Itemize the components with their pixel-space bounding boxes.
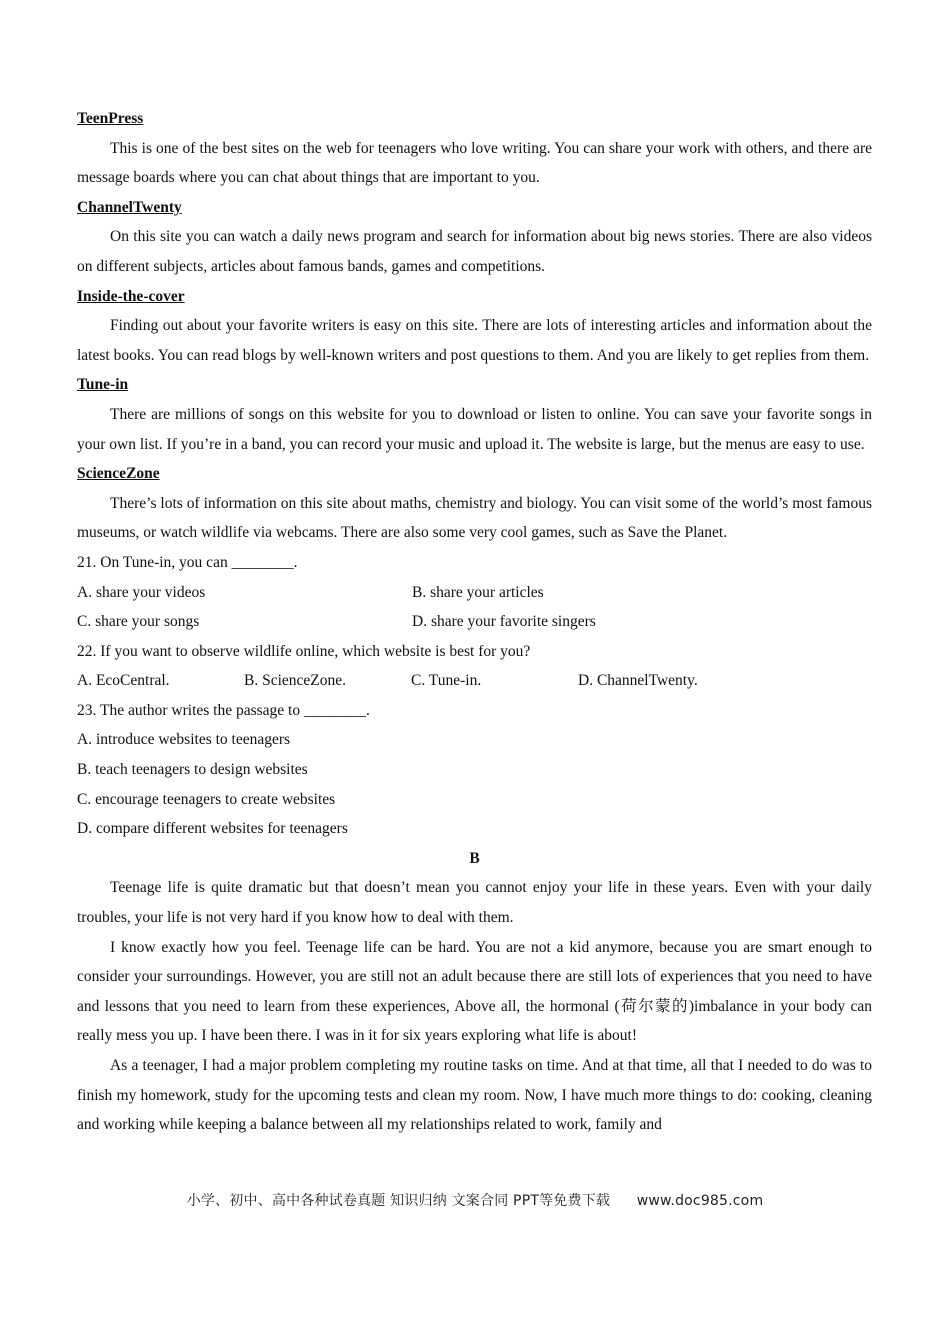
document-page <box>77 104 872 1140</box>
question-23-option-d: D. compare different websites for teenagers <box>77 820 348 838</box>
question-23-option-b: B. teach teenagers to design websites <box>77 761 308 779</box>
site-description-inside-the-cover: Finding out about your favorite writers is easy on this site. There are lots of interesting articles and information about the latest books. You can read blogs by well-known writers and post questions to them. And you are likely to get replies from them. <box>77 317 872 364</box>
question-22-option-b: B. ScienceZone. <box>244 672 347 690</box>
site-title-teenpress: TeenPress <box>77 110 144 127</box>
section-heading-b: B <box>469 849 480 867</box>
question-22-option-a: A. EcoCentral. <box>77 672 170 690</box>
question-21-stem: 21. On Tune-in, you can ________. <box>77 553 298 571</box>
passage-b-paragraph-3: As a teenager, I had a major problem completing my routine tasks on time. And at that time, all that I needed to do was to finish my homework, study for the upcoming tests and clean my room. Now, I have much more things to do: cooking, cleaning and working while keeping a balance between all my relationships related to work, family and <box>77 1057 872 1134</box>
question-21-options-row-1 <box>77 578 872 608</box>
site-title-sciencezone: ScienceZone <box>77 465 160 483</box>
question-21-option-a: A. share your videos <box>77 583 206 601</box>
question-21-options-row-2 <box>77 607 872 637</box>
site-title-channeltwenty: ChannelTwenty <box>77 198 182 216</box>
question-22-options <box>77 666 872 696</box>
site-title-tune-in: Tune-in <box>77 376 129 394</box>
passage-b-paragraph-1: Teenage life is quite dramatic but that doesn’t mean you cannot enjoy your life in these years. Even with your daily troubles, your life is not very hard if you know how to deal with them. <box>77 879 872 927</box>
site-description-sciencezone: There’s lots of information on this site about maths, chemistry and biology. You can visit some of the world’s most famous museums, or watch wildlife via webcams. There are also some very cool games, such as Save the Planet. <box>77 494 872 542</box>
site-title-inside-the-cover: Inside-the-cover <box>77 287 185 305</box>
footer-url: www.doc985.com <box>636 1193 764 1209</box>
question-22-stem: 22. If you want to observe wildlife online, which website is best for you? <box>77 642 531 660</box>
question-22-option-c: C. Tune-in. <box>411 672 482 690</box>
site-description-tune-in: There are millions of songs on this website for you to download or listen to online. You can save your favorite songs in your own list. If you’re in a band, you can record your music and upload it. The website is large, but the menus are easy to use. <box>77 405 872 453</box>
footer-text: 小学、初中、高中各种试卷真题 知识归纳 文案合同 PPT等免费下载 <box>186 1193 611 1209</box>
question-23-option-a: A. introduce websites to teenagers <box>77 731 291 749</box>
page-footer <box>0 1190 950 1210</box>
passage-b-paragraph-2: I know exactly how you feel. Teenage life can be hard. You are not a kid anymore, because you are smart enough to consider your surroundings. However, you are still not an adult because there are still lots of experiences that you need to have and lessons that you need to learn from these experiences, Above all, the hormonal (荷尔蒙的)imbalance in your body can really mess you up. I have been there. I was in it for six years exploring what life is about! <box>77 938 872 1045</box>
question-23-stem: 23. The author writes the passage to ________. <box>77 701 370 719</box>
question-21-option-b: B. share your articles <box>412 583 544 601</box>
question-23-option-c: C. encourage teenagers to create websites <box>77 790 336 808</box>
site-description-channeltwenty: On this site you can watch a daily news program and search for information about big news stories. There are also videos on different subjects, articles about famous bands, games and competitions. <box>77 228 872 275</box>
site-description-teenpress: This is one of the best sites on the web for teenagers who love writing. You can share your work with others, and there are message boards where you can chat about things that are important to you. <box>77 139 872 187</box>
question-21-option-d: D. share your favorite singers <box>412 613 596 631</box>
question-22-option-d: D. ChannelTwenty. <box>578 672 698 690</box>
question-21-option-c: C. share your songs <box>77 613 200 631</box>
